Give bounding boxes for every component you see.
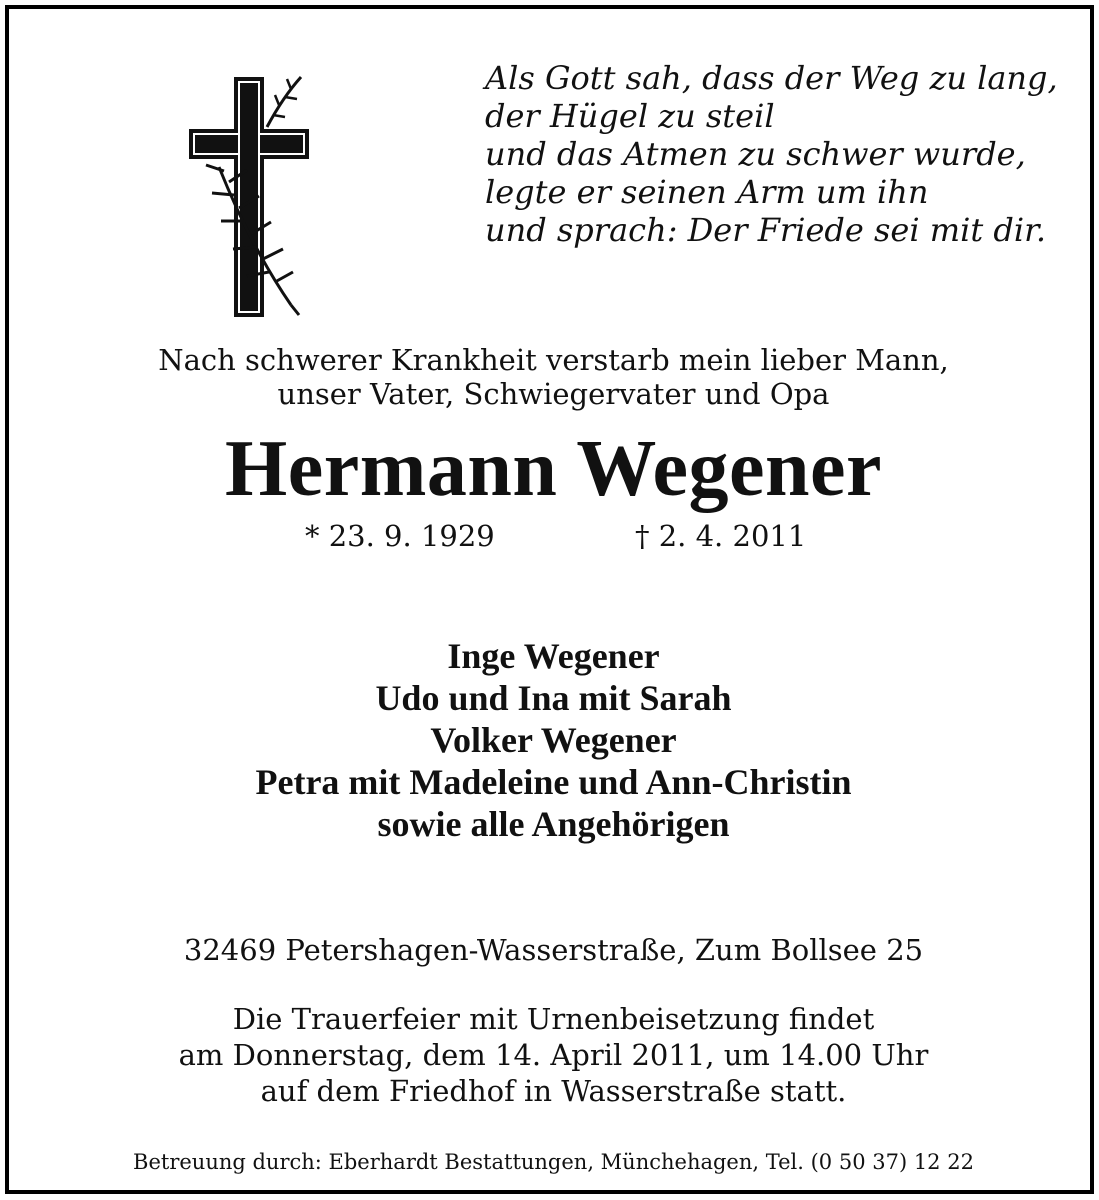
deceased-name: Hermann Wegener — [224, 425, 883, 513]
birth-date: * 23. 9. 1929 — [305, 519, 495, 553]
poem — [485, 59, 1065, 249]
mourner-name: sowie alle Angehörigen — [377, 804, 730, 844]
poem-line: legte er seinen Arm um ihn — [485, 173, 929, 211]
service-details — [9, 1001, 1098, 1109]
cross-with-palm-branch-icon — [179, 67, 309, 327]
service-line: am Donnerstag, dem 14. April 2011, um 14.00 Uhr — [178, 1038, 929, 1072]
poem-line: und das Atmen zu schwer wurde, — [485, 135, 1026, 173]
poem-line: Als Gott sah, dass der Weg zu lang, — [485, 59, 1058, 97]
mourner-name: Udo und Ina mit Sarah — [375, 678, 732, 718]
mourner-name: Petra mit Madeleine und Ann-Christin — [255, 762, 852, 802]
obituary-frame — [5, 5, 1094, 1194]
intro-text — [9, 343, 1098, 411]
intro-line: Nach schwerer Krankheit verstarb mein lieber Mann, — [158, 343, 949, 377]
poem-line: der Hügel zu steil — [485, 97, 775, 135]
address: 32469 Petershagen-Wasserstraße, Zum Bollsee 25 — [183, 933, 924, 967]
service-line: Die Trauerfeier mit Urnenbeisetzung findet — [232, 1002, 875, 1036]
poem-line: und sprach: Der Friede sei mit dir. — [485, 211, 1047, 249]
mourner-name: Volker Wegener — [430, 720, 677, 760]
intro-line: unser Vater, Schwiegervater und Opa — [277, 377, 830, 411]
mourner-name: Inge Wegener — [447, 636, 660, 676]
service-line: auf dem Friedhof in Wasserstraße statt. — [260, 1074, 847, 1108]
mourners-list — [9, 635, 1098, 845]
funeral-home-credit: Betreuung durch: Eberhardt Bestattungen, Münchehagen, Tel. (0 50 37) 12 22 — [133, 1150, 974, 1174]
death-date: † 2. 4. 2011 — [635, 519, 807, 553]
